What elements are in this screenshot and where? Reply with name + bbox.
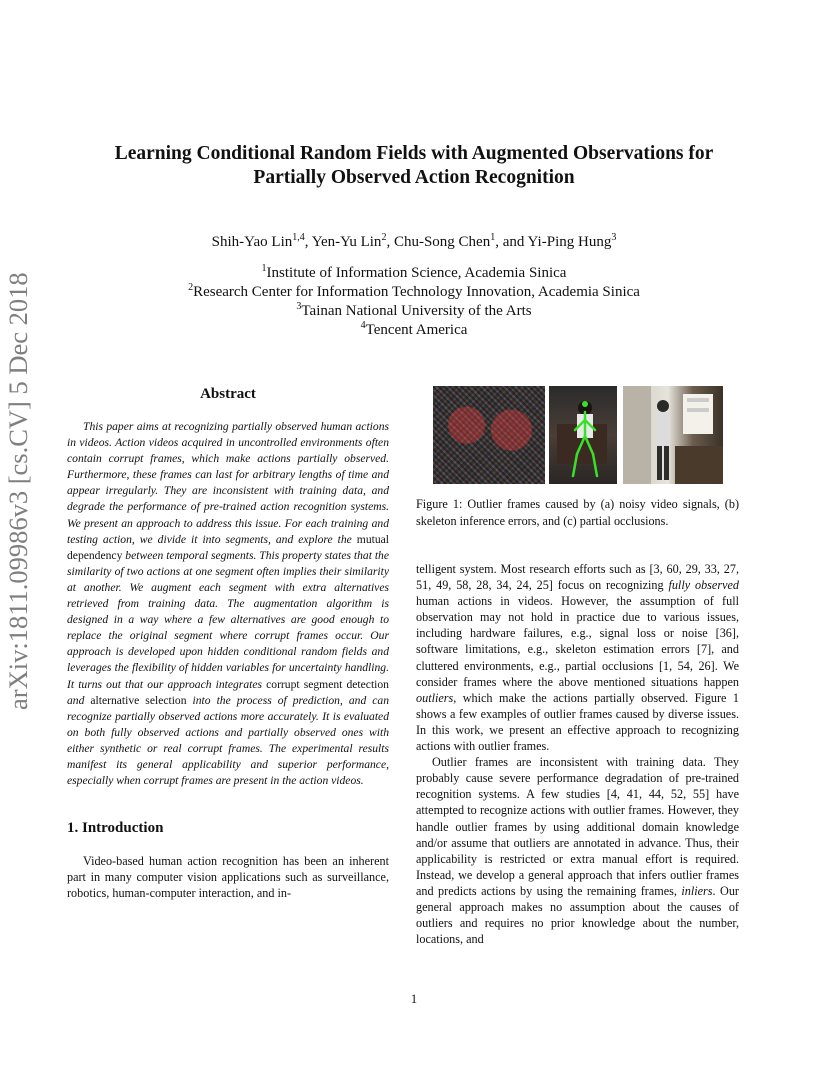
affiliation-1	[60, 264, 768, 283]
author-1: Shih-Yao Lin	[211, 234, 293, 250]
right-column	[416, 561, 739, 947]
author-2: , Yen-Yu Lin	[304, 234, 382, 250]
occlusion-scene	[623, 386, 723, 484]
abstract-part-2: between temporal segments. This property states that the similarity of two actions at one segment often implies their similarity at another. We augment each segment with extra alternatives retrieved from training data. The augmentation algorithm is designed in a way where a few alternatives are good enough to replace the original segment where corrupt frames occur. Our approach is developed upon hidden conditional random fields and leverages the flexibility of hidden variables for uncertainty handling. It turns out that our approach integrates	[67, 548, 390, 691]
title-line-2: Partially Observed Action Recognition	[253, 167, 575, 188]
author-4: , and Yi-Ping Hung	[495, 234, 612, 250]
figure-1-caption: Figure 1: Outlier frames caused by (a) noisy video signals, (b) skeleton inference errors, and (c) partial occlusions.	[416, 497, 739, 528]
right-paragraph-1	[416, 561, 739, 754]
title-line-1: Learning Conditional Random Fields with Augmented Observations for	[114, 143, 714, 164]
right-p2-emph-inliers: inliers	[681, 883, 713, 898]
affiliation-4	[60, 321, 768, 340]
right-p1-part-a: telligent system. Most research efforts such as [3, 60, 29, 33, 27, 51, 49, 58, 28, 34, 24, 25] focus on recognizing	[416, 562, 739, 593]
left-column	[67, 385, 389, 901]
affiliation-1-text: Institute of Information Science, Academia Sinica	[266, 265, 567, 281]
affiliation-3-mark: 3	[296, 301, 302, 312]
abstract-part-4: into the process of prediction, and can recognize partially observed actions more accurately. It is evaluated on both fully observed actions and partially observed ones with either synthetic or real corrupt frames. The experimental results manifest its general applicability and superior performance, especially when corrupt frames are present in the action videos.	[67, 693, 389, 788]
affiliation-3	[60, 302, 768, 321]
arxiv-stamp: arXiv:1811.09986v3 [cs.CV] 5 Dec 2018	[3, 272, 33, 710]
right-p1-part-c: , which make the actions partially observed. Figure 1 shows a few examples of outlier frames caused by diverse issues. In this work, we present an effective approach to recognizing actions with outlier frames.	[416, 690, 739, 754]
page-number: 1	[410, 992, 418, 1006]
intro-heading: 1. Introduction	[67, 820, 164, 837]
intro-paragraph: Video-based human action recognition has been an inherent part in many computer vision applications such as surveillance, robotics, human-computer interaction, and in-	[67, 854, 389, 901]
right-p2-part-b: . Our general approach makes no assumption about the causes of outliers and requires no prior knowledge about the number, locations, and	[416, 883, 739, 947]
affiliation-2-text: Research Center for Information Technology Innovation, Academia Sinica	[193, 284, 640, 300]
noisy-frame-image	[433, 386, 545, 484]
affiliations	[60, 264, 768, 340]
right-p1-emph-outliers: outliers	[416, 690, 454, 705]
author-3: , Chu-Song Chen	[386, 234, 491, 250]
affiliation-4-text: Tencent America	[365, 322, 468, 338]
occlusion-image	[623, 386, 723, 484]
right-paragraph-2	[416, 754, 739, 947]
skeleton-error-image	[549, 386, 617, 484]
abstract-term-corrupt-segment: corrupt segment detection	[266, 677, 389, 691]
affiliation-1-mark: 1	[261, 263, 267, 274]
paper-title	[60, 142, 768, 190]
author-list	[60, 232, 768, 252]
author-3-affil: 1	[490, 232, 496, 243]
affiliation-2	[60, 283, 768, 302]
abstract-term-mutual-dependency: mutual dependency	[67, 532, 389, 562]
right-p1-part-b: human actions in videos. However, the assumption of full observation may not hold in practice due to various issues, including hardware failures, e.g., signal loss or noise [36], software limitations, e.g., skeleton estimation errors [7], and cluttered environments, e.g., partial occlusions [1, 54, 26]. We consider frames where the above mentioned situations happen	[416, 594, 739, 689]
author-2-affil: 2	[381, 232, 387, 243]
affiliation-2-mark: 2	[188, 282, 194, 293]
affiliation-4-mark: 4	[360, 320, 366, 331]
abstract-heading: Abstract	[200, 386, 256, 402]
abstract-part-1: This paper aims at recognizing partially observed human actions in videos. Action videos acquired in uncontrolled environments often contain corrupt frames, which make actions partially observed. Furthermore, these frames can last for arbitrary lengths of time and appear irregularly. They are inconsistent with training data, and degrade the performance of pre-trained action recognition systems. We present an approach to address this issue. For each training and testing action, we divide it into segments, and explore the	[67, 420, 389, 546]
author-4-affil: 3	[611, 232, 617, 243]
skeleton-overlay	[549, 386, 617, 484]
abstract-part-3: and	[67, 693, 85, 707]
abstract-text	[67, 419, 389, 789]
affiliation-3-text: Tainan National University of the Arts	[301, 303, 532, 319]
figure-1	[433, 386, 723, 484]
abstract-term-alternative-selection: alternative selection	[90, 693, 187, 707]
right-p2-part-a: Outlier frames are inconsistent with training data. They probably cause severe performance degradation of pre-trained recognition systems. A few studies [4, 41, 44, 52, 55] have attempted to recognize actions with outlier frames. However, they handle outlier frames by using additional domain knowledge and/or assume that outliers are annotated in advance. Thus, their applicability is restricted or extra manual effort is required. Instead, we develop a general approach that infers outlier frames and predicts actions by using the remaining frames,	[416, 755, 739, 898]
right-p1-emph-fully-observed: fully observed	[668, 578, 739, 593]
author-1-affil: 1,4	[292, 232, 305, 243]
